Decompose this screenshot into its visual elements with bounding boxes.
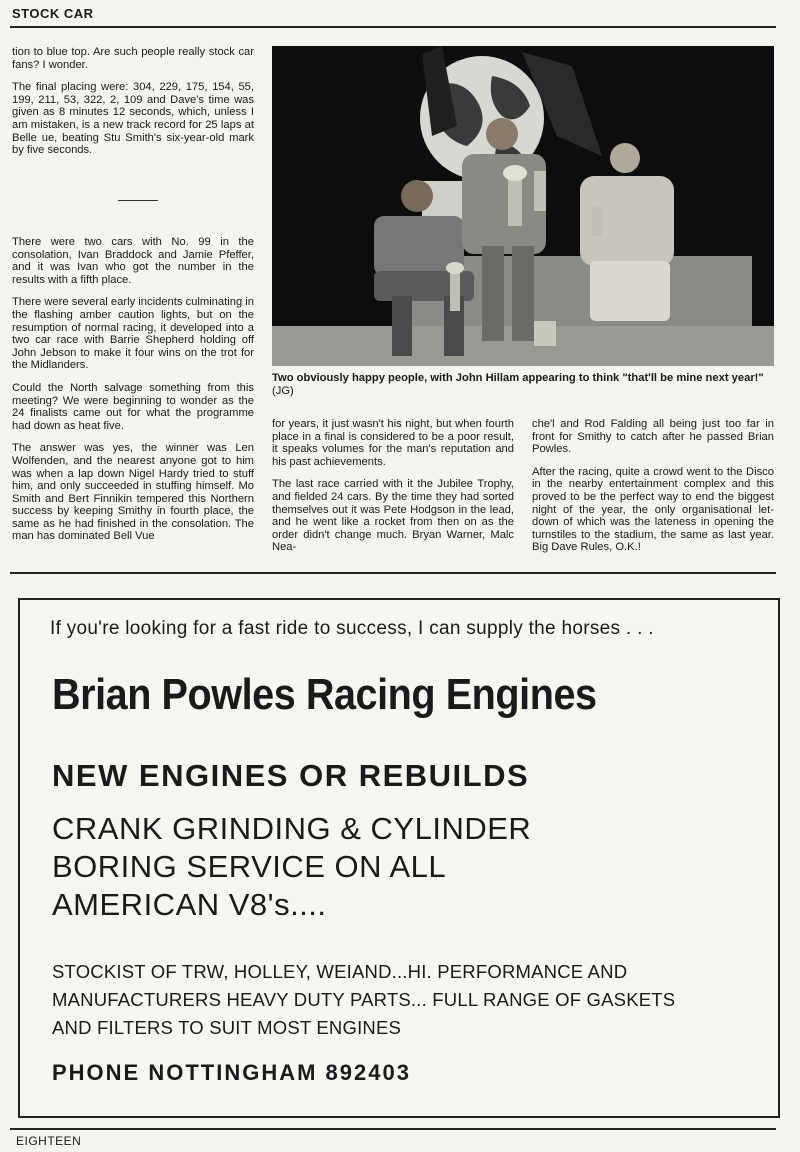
paragraph: The last race carried with it the Jubilee Trophy, and fielded 24 cars. By the time they had sorted themselves out it was Pete Hodgson in the lead, and he went like a rocket from then on as the order didn't change much. Bryan Warner, Malc Nea- xyxy=(272,478,514,554)
ad-service-line: CRANK GRINDING & CYLINDER xyxy=(52,811,532,846)
article-column-2 xyxy=(272,418,514,564)
photo-caption xyxy=(272,372,774,397)
photo-illustration xyxy=(272,46,774,366)
article-column-3 xyxy=(532,418,774,564)
article-column-1 xyxy=(12,46,254,167)
paragraph: There were two cars with No. 99 in the consolation, Ivan Braddock and Jamie Pfeffer, and it was Ivan who got the number in the results with a fifth place. xyxy=(12,236,254,286)
top-rule xyxy=(10,26,776,28)
ad-service-line: BORING SERVICE ON ALL xyxy=(52,849,447,884)
paragraph: Could the North salvage something from this meeting? We were beginning to wonder as the 24 finalists came out for what the programme had down as heat five. xyxy=(12,381,254,432)
ad-service-line: AMERICAN V8's.... xyxy=(52,887,327,922)
article-column-1-continued xyxy=(12,236,254,553)
ad-phone: PHONE NOTTINGHAM 892403 xyxy=(52,1060,411,1085)
ad-brand-name: Brian Powles Racing Engines xyxy=(52,670,597,719)
article-end-rule xyxy=(10,572,776,574)
ad-tagline: If you're looking for a fast ride to success, I can supply the horses . . . xyxy=(50,618,654,639)
paragraph: The final placing were: 304, 229, 175, 154, 55, 199, 211, 53, 322, 2, 109 and Dave's time was given as 8 minutes 12 seconds, which, unless I am mistaken, is a new track record for 25 laps at Belle ue, beating Stu Smith's six-year-old mark by five seconds. xyxy=(12,81,254,157)
bottom-rule xyxy=(10,1128,776,1130)
paragraph: tion to blue top. Are such people really stock car fans? I wonder. xyxy=(12,46,254,71)
ad-headline: NEW ENGINES OR REBUILDS xyxy=(52,758,530,793)
ad-stockist-line: AND FILTERS TO SUIT MOST ENGINES xyxy=(52,1017,402,1038)
caption-text: Two obviously happy people, with John Hillam appearing to think "that'll be mine next year!" xyxy=(272,372,764,384)
ad-services xyxy=(52,810,531,924)
ad-stockist-line: MANUFACTURERS HEAVY DUTY PARTS... FULL RANGE OF GASKETS xyxy=(52,989,676,1010)
ad-stockist-line: STOCKIST OF TRW, HOLLEY, WEIAND...HI. PERFORMANCE AND xyxy=(52,961,628,982)
section-divider xyxy=(118,200,158,201)
advertisement-box xyxy=(18,598,780,1118)
ad-stockist xyxy=(52,958,675,1042)
paragraph: After the racing, quite a crowd went to the Disco in the nearby entertainment complex and this proved to be the perfect way to end the biggest night of the year, the only organisational let-down of which was the lateness in opening the turnstiles to the stadium, the same as last year. Big Dave Rules, O.K.! xyxy=(532,465,774,554)
paragraph: The answer was yes, the winner was Len Wolfenden, and the nearest anyone got to him was when a lap down Nigel Hardy tried to stuff him, and only succeeded in stuffing himself. Mo Smith and Bert Finnikin tempered this Northern success by keeping Smithy in fourth place, the same as he had finished in the consolation. The man has dominated Bell Vue xyxy=(12,442,254,543)
paragraph: There were several early incidents culminating in the flashing amber caution lights, but on the resumption of normal racing, it developed into a two car race with Barrie Shepherd holding off John Jebson to make it four wins on the trot for the Midlanders. xyxy=(12,296,254,372)
paragraph: for years, it just wasn't his night, but when fourth place in a final is considered to be a poor result, it speaks volumes for the man's reputation and his past achievements. xyxy=(272,418,514,468)
photo-credit: (JG) xyxy=(272,384,294,397)
page-number: EIGHTEEN xyxy=(16,1134,82,1148)
section-header: STOCK CAR xyxy=(12,6,94,21)
trophy-photo xyxy=(272,46,774,366)
paragraph: che'l and Rod Falding all being just too far in front for Smithy to catch after he passed Brian Powles. xyxy=(532,418,774,456)
